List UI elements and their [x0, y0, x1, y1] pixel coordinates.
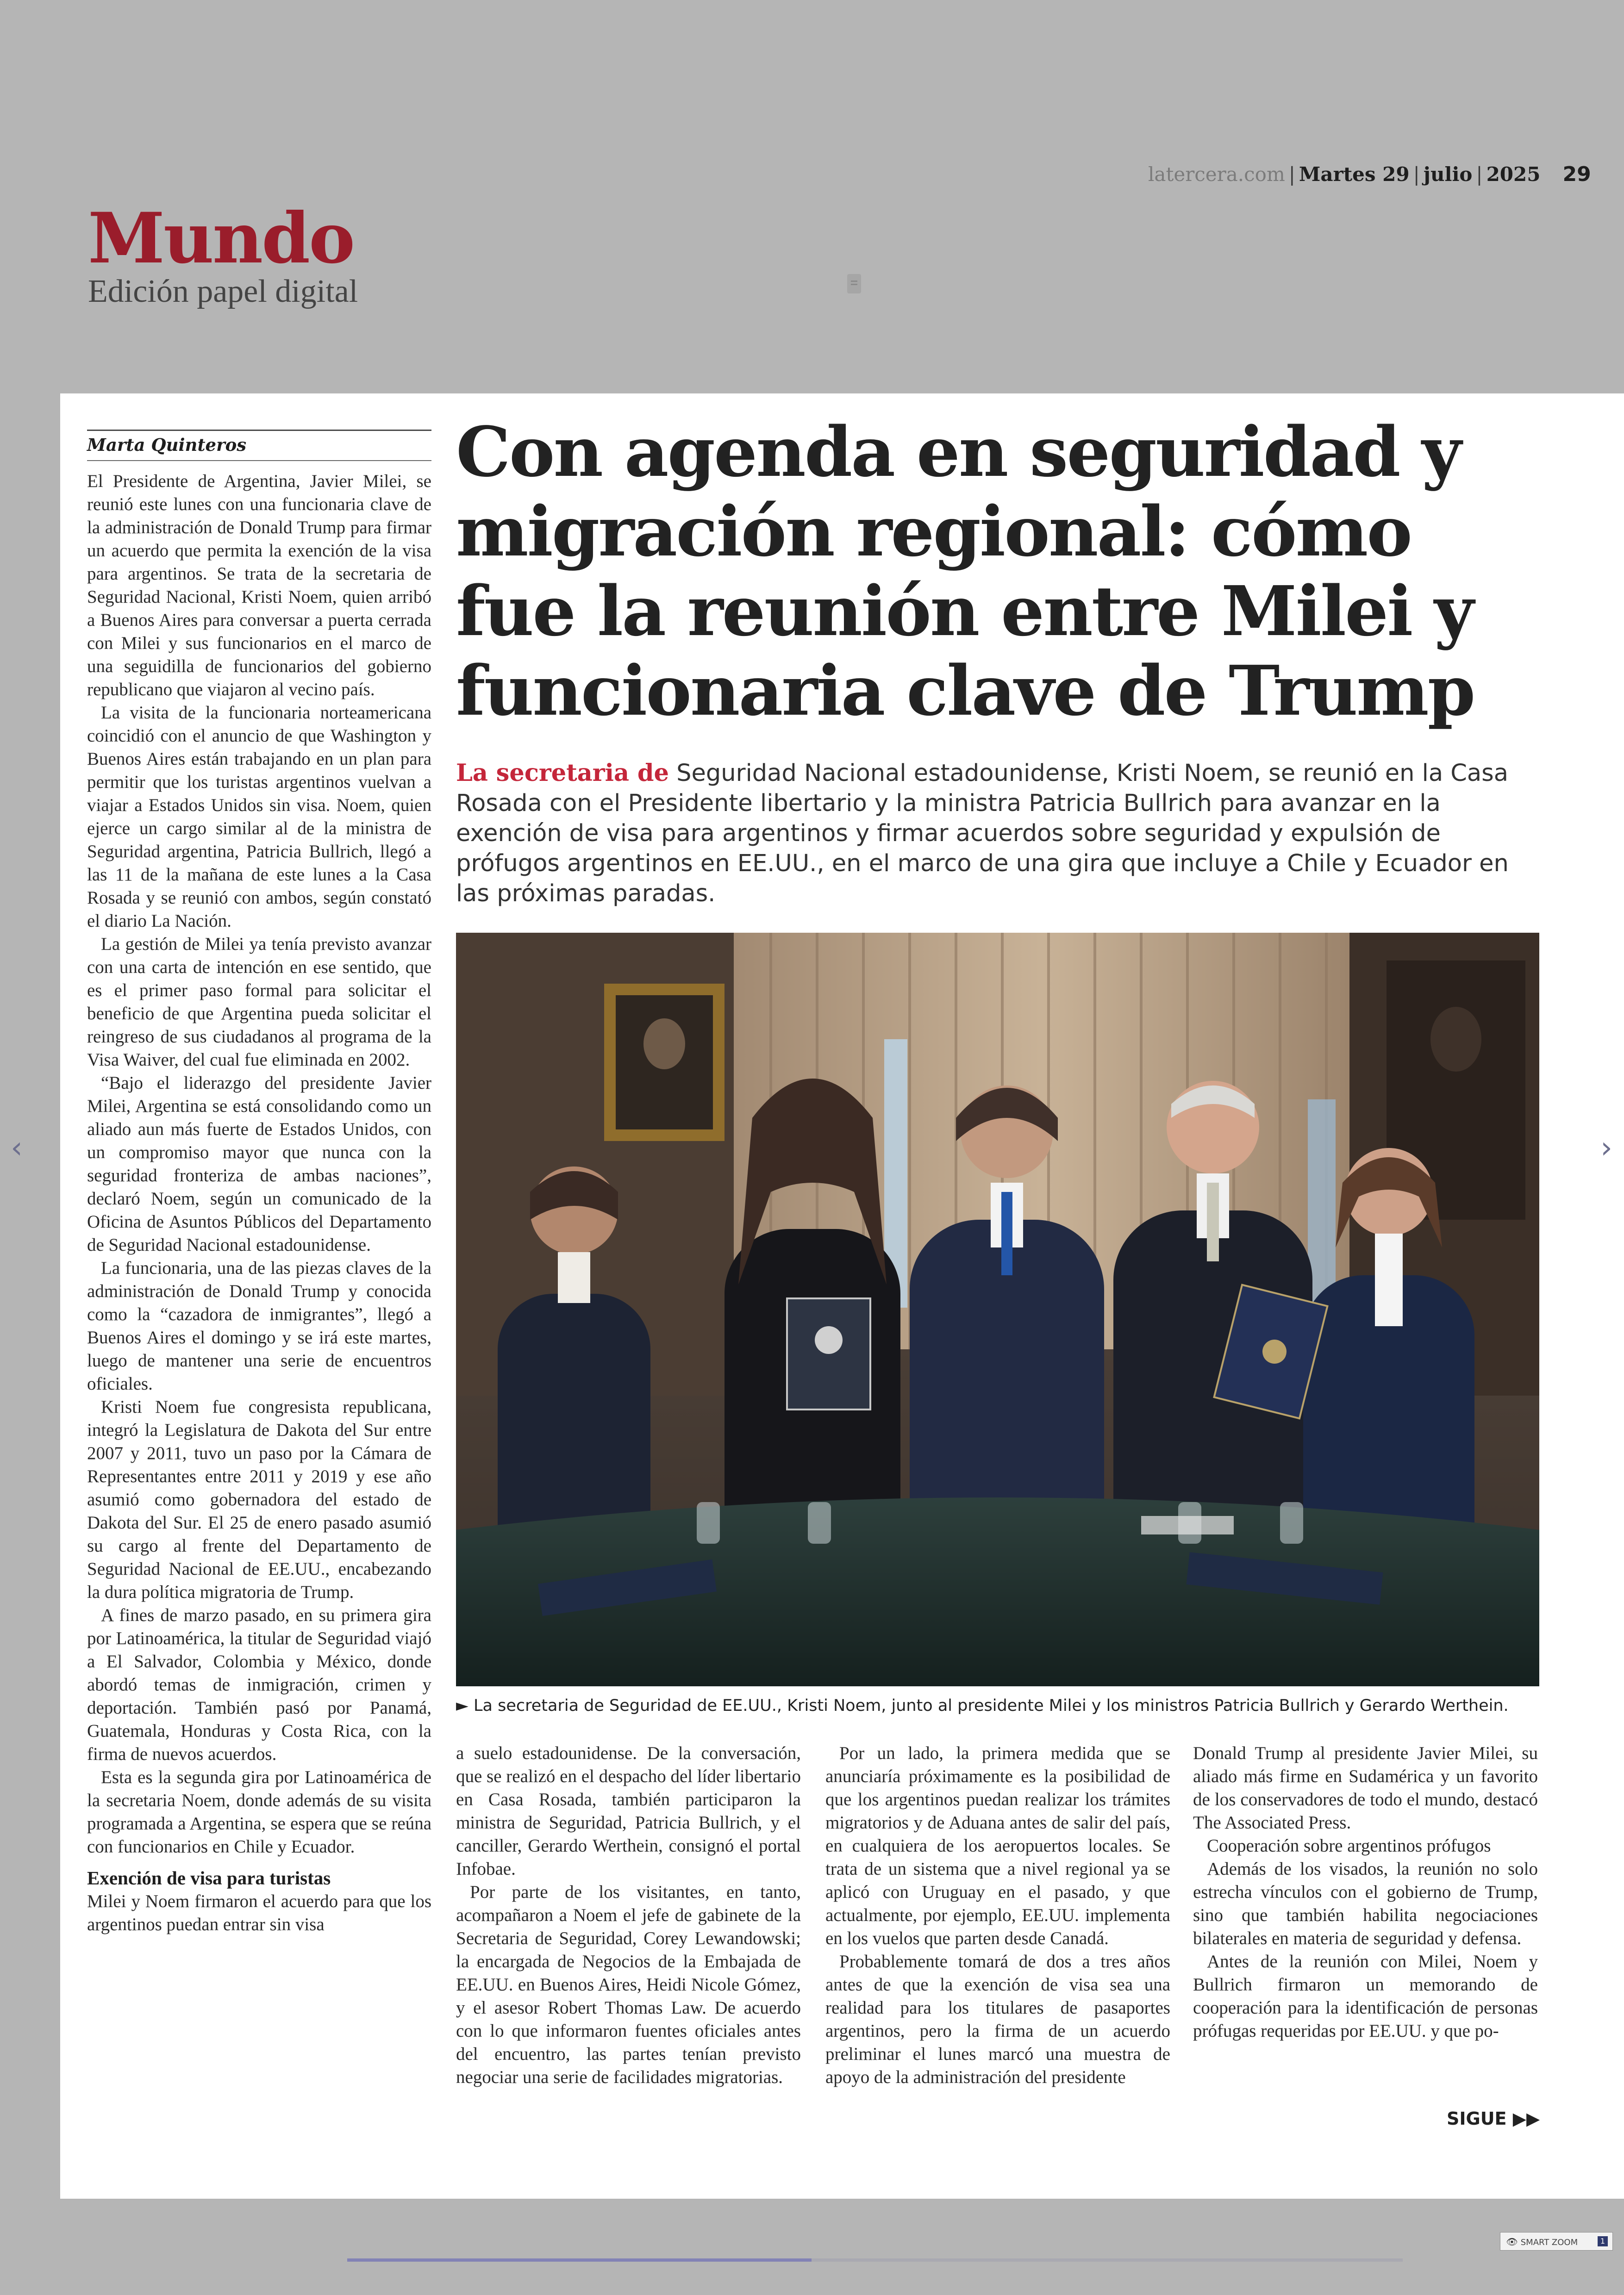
publication-month: julio [1423, 163, 1473, 186]
photo-caption: ► La secretaria de Seguridad de EE.UU., Kristi Noem, junto al presidente Milei y los ministros Patricia Bullrich y Gerardo Werthein. [456, 1696, 1509, 1715]
page-menu-icon[interactable] [847, 274, 861, 293]
publication-year: 2025 [1486, 163, 1541, 186]
deck-body: Seguridad Nacional estadounidense, Kristi Noem, se reunió en la Casa Rosada con el Presidente libertario y la ministra Patricia Bullrich para avanzar en la exención de visa para argentinos y firmar acuerdos sobre seguridad y expulsión de prófugos argentinos en EE.UU., en el marco de una gira que incluye a Chile y Ecuador en las próximas paradas. [456, 760, 1509, 907]
paragraph: Milei y Noem firmaron el acuerdo para que los argentinos puedan entrar sin visa [87, 1891, 431, 1934]
continues-label: SIGUE ▶▶ [1447, 2108, 1540, 2129]
site-name: latercera.com [1148, 163, 1285, 186]
article-byline: Marta Quinteros [87, 435, 247, 455]
paragraph: Por un lado, la primera medida que se anunciaría próximamente es la posibilidad de que los argentinos puedan realizar los trámites migratorios y de Aduana antes de salir del país, en cualquiera de los aeropuertos locales. Se trata de un sistema que a nivel regional ya se aplicó con Uruguay en el pasado, y que actualmente, por ejemplo, EE.UU. implementa en los vuelos que parten desde Canadá. [825, 1743, 1170, 1948]
deck-lead: La secretaria de [456, 759, 669, 787]
paragraph: “Bajo el liderazgo del presidente Javier Milei, Argentina se está consolidando como un aliado aun más fuerte de Estados Unidos, con un compromiso mayor que nunca con la seguridad fronteriza de ambas naciones”, declaró Noem, según un comunicado de la Oficina de Asuntos Públicos del Departamento de Seguridad Nacional estadounidense. [87, 1073, 431, 1255]
paragraph: Además de los visados, la reunión no solo estrecha vínculos con el gobierno de Trump, sino que también habilita negociaciones bilaterales en materia de seguridad y defensa. [1193, 1859, 1538, 1948]
page-number: 29 [1562, 162, 1591, 186]
paragraph: Probablemente tomará de dos a tres años antes de que la exención de visa sea una realidad para los titulares de pasaportes argentinos, pero la firma de un acuerdo preliminar el lunes marcó una muestra de apoyo de la administración del presidente [825, 1952, 1170, 2087]
paragraph: Antes de la reunión con Milei, Noem y Bullrich firmaron un memorando de cooperación para la identificación de personas prófugas requeridas por EE.UU. y que po- [1193, 1952, 1538, 2041]
eye-icon: 👁 [1506, 2236, 1518, 2247]
article-column-1 [87, 470, 431, 1936]
paragraph: Donald Trump al presidente Javier Milei, su aliado más firme en Sudamérica y un favorito de los conservadores de todo el mundo, destacó The Associated Press. [1193, 1743, 1538, 1833]
publication-weekday-day: Martes 29 [1299, 163, 1410, 186]
chevron-right-icon[interactable]: › [1600, 1131, 1612, 1165]
chevron-left-icon[interactable]: ‹ [11, 1131, 23, 1165]
paragraph: La funcionaria, una de las piezas claves de la administración de Donald Trump y conocida como la “cazadora de inmigrantes”, llegó a Buenos Aires el domingo y se irá este martes, luego de mantener una serie de encuentros oficiales. [87, 1258, 431, 1394]
paragraph: a suelo estadounidense. De la conversación, que se realizó en el despacho del líder libertario en Casa Rosada, también participaron la ministra de Seguridad, Patricia Bullrich, y el canciller, Gerardo Werthein, consignó el portal Infobae. [456, 1743, 801, 1879]
group-photo-illustration [456, 933, 1539, 1686]
byline-rule [87, 460, 431, 461]
section-title: Mundo [88, 198, 354, 279]
paragraph: Por parte de los visitantes, en tanto, acompañaron a Noem el jefe de gabinete de la Secretaria de Seguridad, Corey Lewandowski; la encargada de Negocios de la Embajada de EE.UU. en Buenos Aires, Heidi Nicole Gómez, y el asesor Robert Thomas Law. De acuerdo con lo que informaron fuentes oficiales antes del encuentro, las partes tenían previsto negociar una serie de facilidades migratorias. [456, 1882, 801, 2087]
smart-zoom-count: 1 [1598, 2236, 1608, 2246]
subheading-cooperation: Cooperación sobre argentinos prófugos [1207, 1836, 1491, 1856]
article-column-4 [1193, 1742, 1538, 2043]
paragraph: La visita de la funcionaria norteamericana coincidió con el anuncio de que Washington y Buenos Aires están trabajando en un plan para permitir que los turistas argentinos vuelvan a viajar a Estados Unidos sin visa. Noem, quien ejerce un cargo similar al de la ministra de Seguridad argentina, Patricia Bullrich, llegó a las 11 de la mañana de este lunes a la Casa Rosada y se reunió con ambos, según constató el diario La Nación. [87, 703, 431, 931]
reading-progress-fill [347, 2258, 812, 2262]
section-subtitle: Edición papel digital [88, 274, 358, 309]
article-column-3 [825, 1742, 1170, 2089]
subheading-visa: Exención de visa para turistas [87, 1867, 331, 1889]
paragraph: El Presidente de Argentina, Javier Milei, se reunió este lunes con una funcionaria clave de la administración de Donald Trump para firmar un acuerdo que permita la exención de la visa para argentinos. Se trata de la secretaria de Seguridad Nacional, Kristi Noem, quien arribó a Buenos Aires para conversar a puerta cerrada con Milei y sus funcionarios en el marco de una seguidilla de funcionarios del gobierno republicano que viajaron al vecino país. [87, 471, 431, 699]
article-headline: Con agenda en seguridad y migración regional: cómo fue la reunión entre Milei y funcionaria clave de Trump [456, 412, 1474, 731]
masthead-date-line: latercera.com | Martes 29 | julio | 2025 29 [1148, 162, 1591, 186]
byline-rule [87, 430, 431, 431]
article-column-2 [456, 1742, 801, 2089]
paragraph: Esta es la segunda gira por Latinoamérica de la secretaria Noem, donde además de su visita programada a Argentina, se espera que se reúna con funcionarios en Chile y Ecuador. [87, 1767, 431, 1857]
smart-zoom-button[interactable] [1500, 2232, 1613, 2251]
smart-zoom-label: SMART ZOOM [1520, 2238, 1578, 2247]
paragraph: A fines de marzo pasado, en su primera gira por Latinoamérica, la titular de Seguridad viajó a El Salvador, Colombia y México, donde abordó temas de inmigración, crimen y deportación. También pasó por Panamá, Guatemala, Honduras y Costa Rica, con la firma de nuevos acuerdos. [87, 1605, 431, 1764]
article-deck [456, 758, 1539, 909]
article-photo [456, 933, 1539, 1686]
paragraph: Kristi Noem fue congresista republicana, integró la Legislatura de Dakota del Sur entre 2007 y 2011, tuvo un paso por la Cámara de Representantes entre 2011 y 2019 y ese año asumió como gobernadora del estado de Dakota del Sur. El 25 de enero pasado asumió su cargo al frente del Departamento de Seguridad Nacional de EE.UU., encabezando la dura política migratoria de Trump. [87, 1397, 431, 1602]
paragraph: La gestión de Milei ya tenía previsto avanzar con una carta de intención en ese sentido, que es el primer paso formal para solicitar el beneficio de que Argentina pueda solicitar el reingreso de sus ciudadanos al programa de la Visa Waiver, del cual fue eliminada en 2002. [87, 934, 431, 1070]
